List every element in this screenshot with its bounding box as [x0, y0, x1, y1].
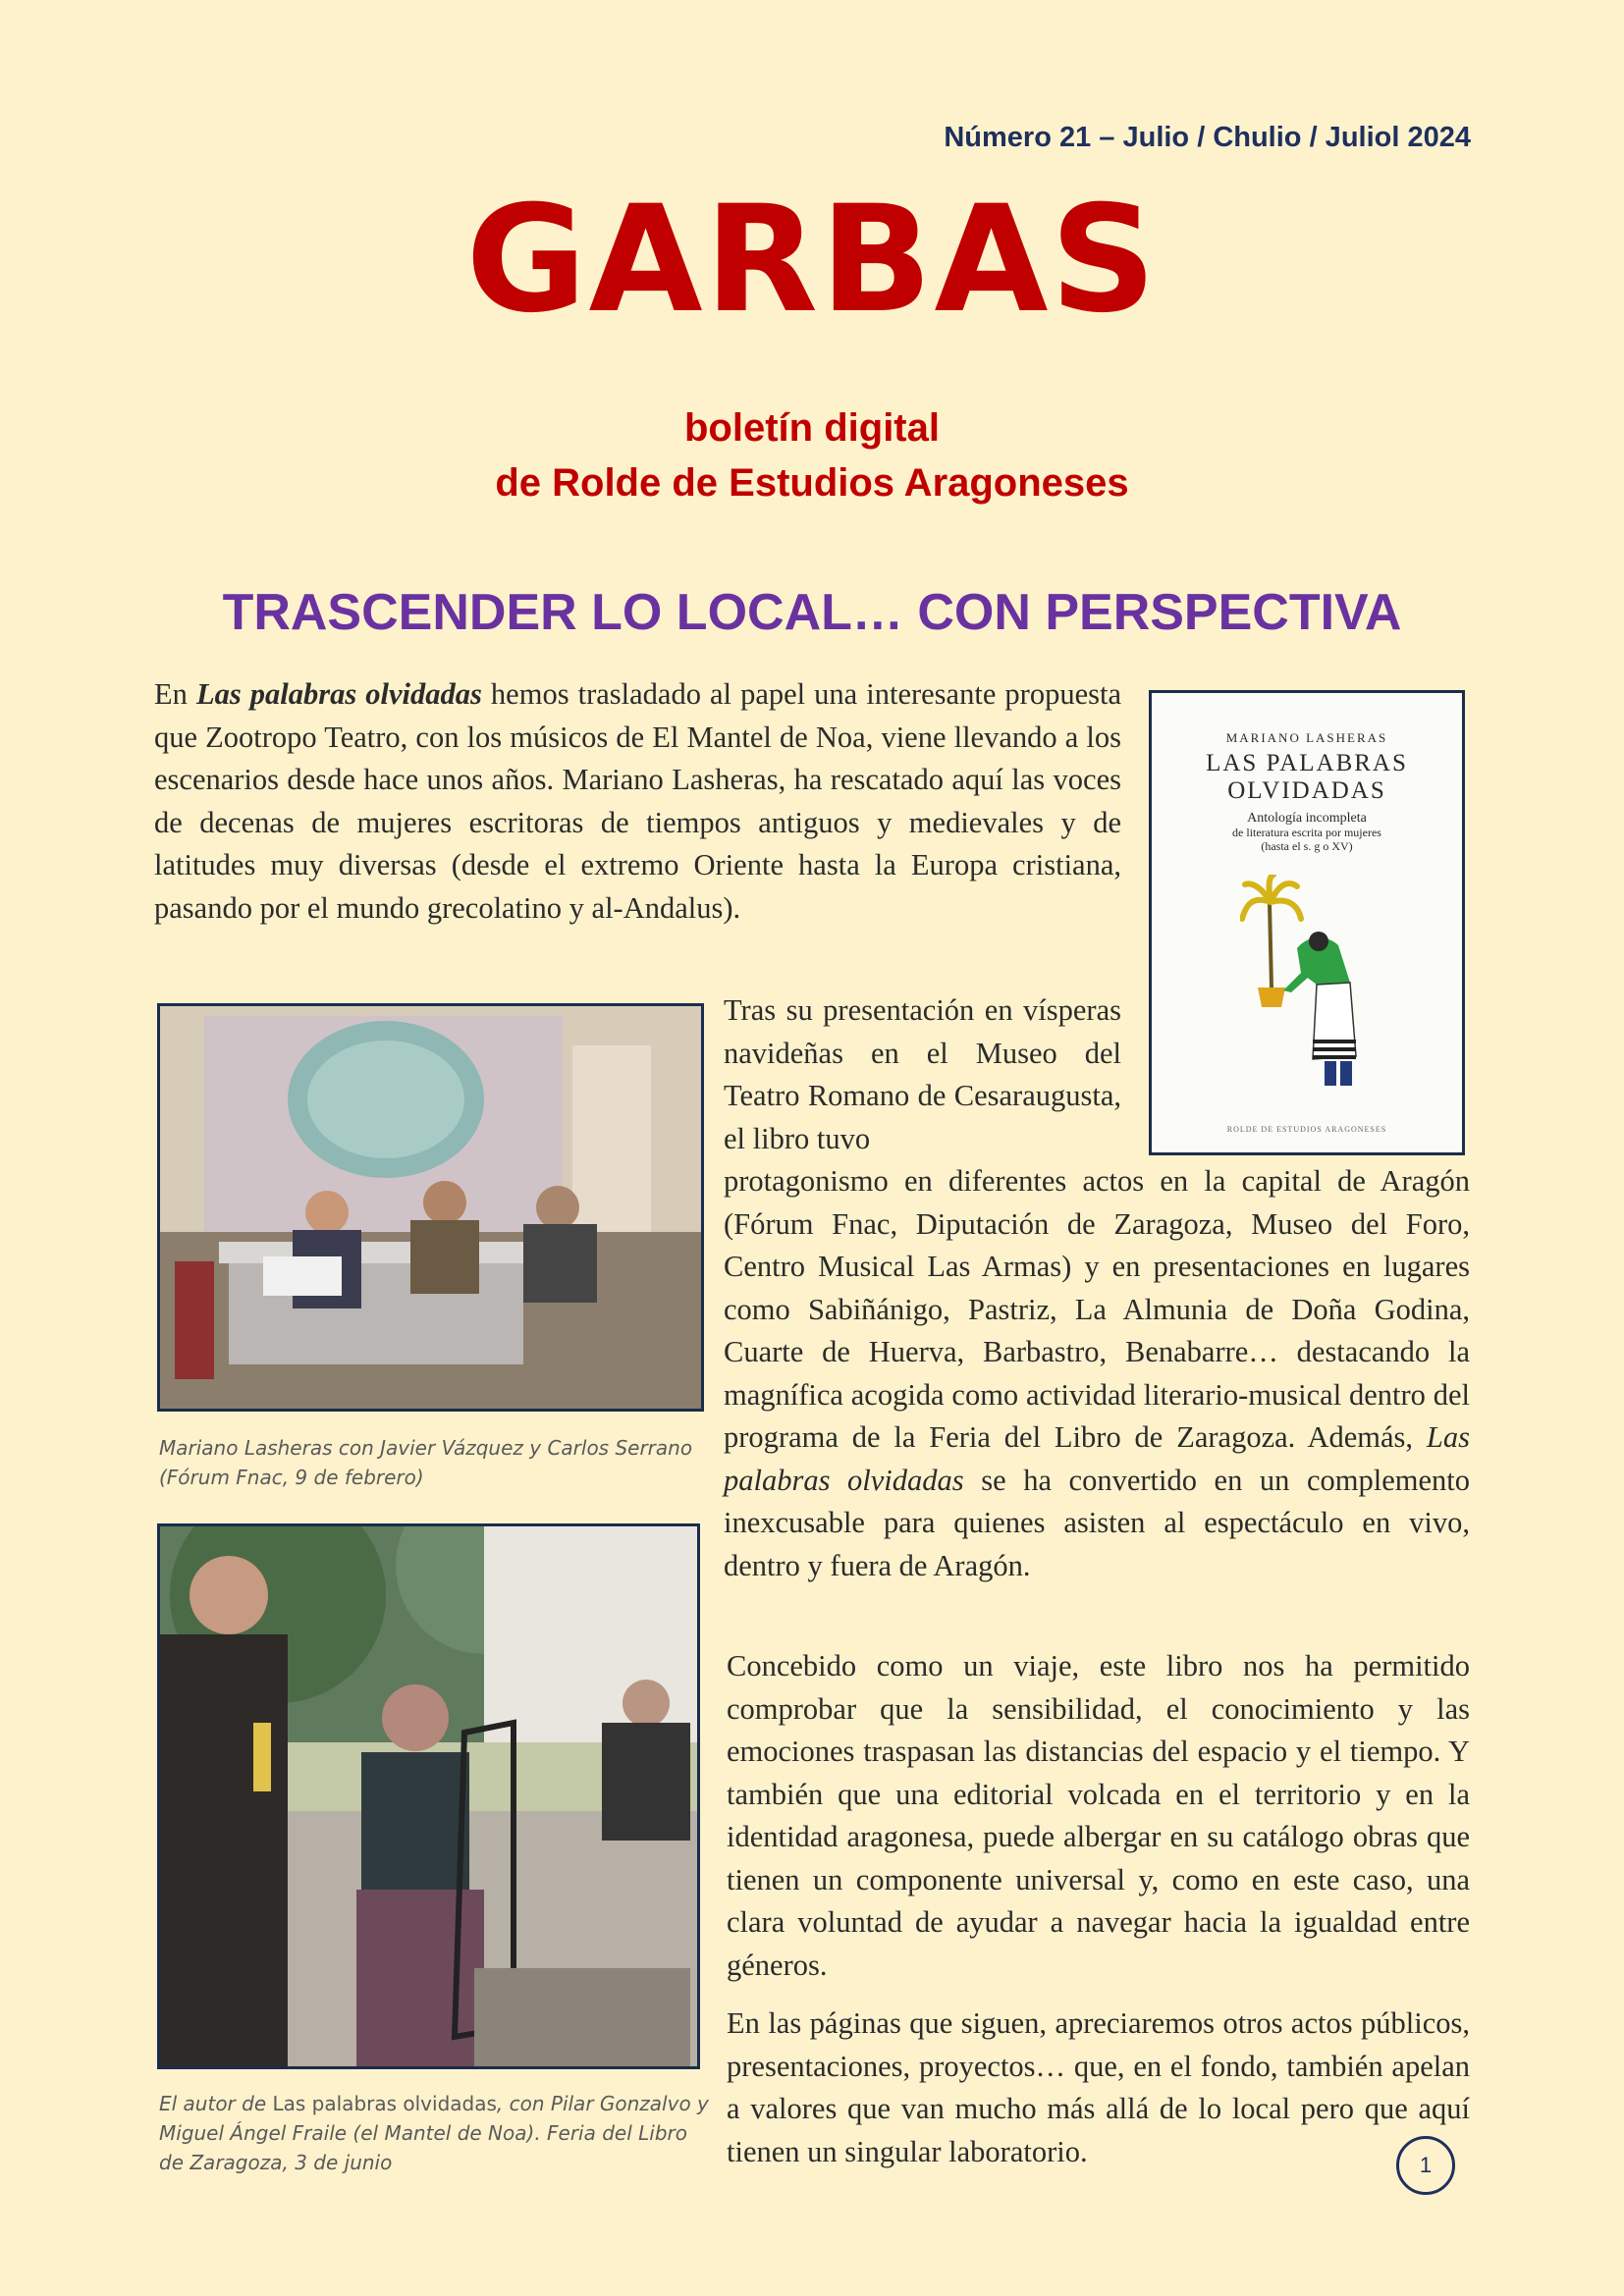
- woman-with-palm-illustration: [1240, 875, 1387, 1110]
- book-publisher: ROLDE DE ESTUDIOS ARAGONESES: [1226, 1125, 1387, 1134]
- page-number: 1: [1396, 2136, 1455, 2195]
- book-cover-image: [1149, 690, 1465, 1155]
- book-title-2: OLVIDADAS: [1227, 777, 1386, 804]
- book-author: MARIANO LASHERAS: [1225, 730, 1388, 745]
- book-subtitle-2: de literatura escrita por mujeres: [1232, 826, 1381, 839]
- photo-feria-libro: [157, 1523, 700, 2069]
- p1-post: hemos trasladado al papel una interesante propuesta que Zootropo Teatro, con los músicos de El Mantel de Noa, viene llevando a los escenarios desde hace unos años. Mariano Lasheras, ha rescatado aquí las voces de decenas de mujeres escritoras de tiempos antiguos y medievales y de latitudes muy diversas (desde el extremo Oriente hasta la Europa cristiana, pasando por el mundo grecolatino y al-Andalus).: [154, 677, 1121, 925]
- photo-forum-fnac: [157, 1003, 704, 1412]
- p2-book-title: Las palabras olvidadas: [724, 1420, 1470, 1497]
- p2-post: se ha convertido en un complemento inexcusable para quienes asisten al espectáculo en vivo, dentro y fuera de Aragón.: [724, 1463, 1470, 1582]
- p1-book-title: Las palabras olvidadas: [195, 677, 482, 711]
- book-subtitle-1: Antología incompleta: [1247, 811, 1367, 826]
- paragraph-1: [154, 673, 1121, 930]
- p2-pre: protagonismo en diferentes actos en la capital de Aragón (Fórum Fnac, Diputación de Zaragoza, Museo del Foro, Centro Musical Las Armas) y en presentaciones en lugares como Sabiñánigo, Pastriz, La Almunia de Doña Godina, Cuarte de Huerva, Barbastro, Benabarre… destacando la magnífica acogida como actividad literario-musical dentro del programa de la Feria del Libro de Zaragoza. Además,: [724, 1164, 1470, 1454]
- paragraph-3: Concebido como un viaje, este libro nos ha permitido comprobar que la sensibilidad, el conocimiento y las emociones traspasan las distancias del espacio y el tiempo. Y también que una editorial volcada en el territorio y en la identidad aragonesa, puede albergar en su catálogo obras que tienen un componente universal y, como en este caso, una clara voluntad de ayudar a navegar hacia la igualdad entre géneros.: [727, 1649, 1470, 1982]
- paragraph-2-top: Tras su presentación en vísperas navideñas en el Museo del Teatro Romano de Cesaraugusta, el libro tuvo: [724, 993, 1121, 1155]
- p1-pre: En: [154, 677, 196, 711]
- photo2-caption: [159, 2089, 709, 2177]
- issue-number: Número 21 – Julio / Chulio / Juliol 2024: [944, 122, 1471, 153]
- photo1-caption: Mariano Lasheras con Javier Vázquez y Carlos Serrano (Fórum Fnac, 9 de febrero): [159, 1436, 693, 1489]
- article-headline: TRASCENDER LO LOCAL… CON PERSPECTIVA: [222, 584, 1402, 641]
- newsletter-subtitle: [0, 400, 1624, 510]
- photo2-caption-post: , con Pilar Gonzalvo y Miguel Ángel Fraile (el Mantel de Noa). Feria del Libro de Zaragoza, 3 de junio: [159, 2092, 709, 2174]
- subtitle-line-1: boletín digital: [684, 406, 940, 450]
- book-subtitle-3: (hasta el s. g o XV): [1261, 839, 1353, 853]
- paragraph-2-bottom: [724, 1160, 1470, 1587]
- subtitle-line-2: de Rolde de Estudios Aragoneses: [495, 461, 1129, 505]
- paragraph-4: En las páginas que siguen, apreciaremos otros actos públicos, presentaciones, proyectos… que, en el fondo, también apelan a valores que van mucho más allá de lo local pero que aquí tienen un singular laboratorio.: [727, 2006, 1470, 2168]
- newsletter-title: GARBAS: [465, 175, 1159, 346]
- book-title-1: LAS PALABRAS: [1206, 750, 1408, 776]
- photo2-caption-title: Las palabras olvidadas: [272, 2092, 497, 2115]
- photo2-caption-pre: El autor de: [159, 2092, 273, 2115]
